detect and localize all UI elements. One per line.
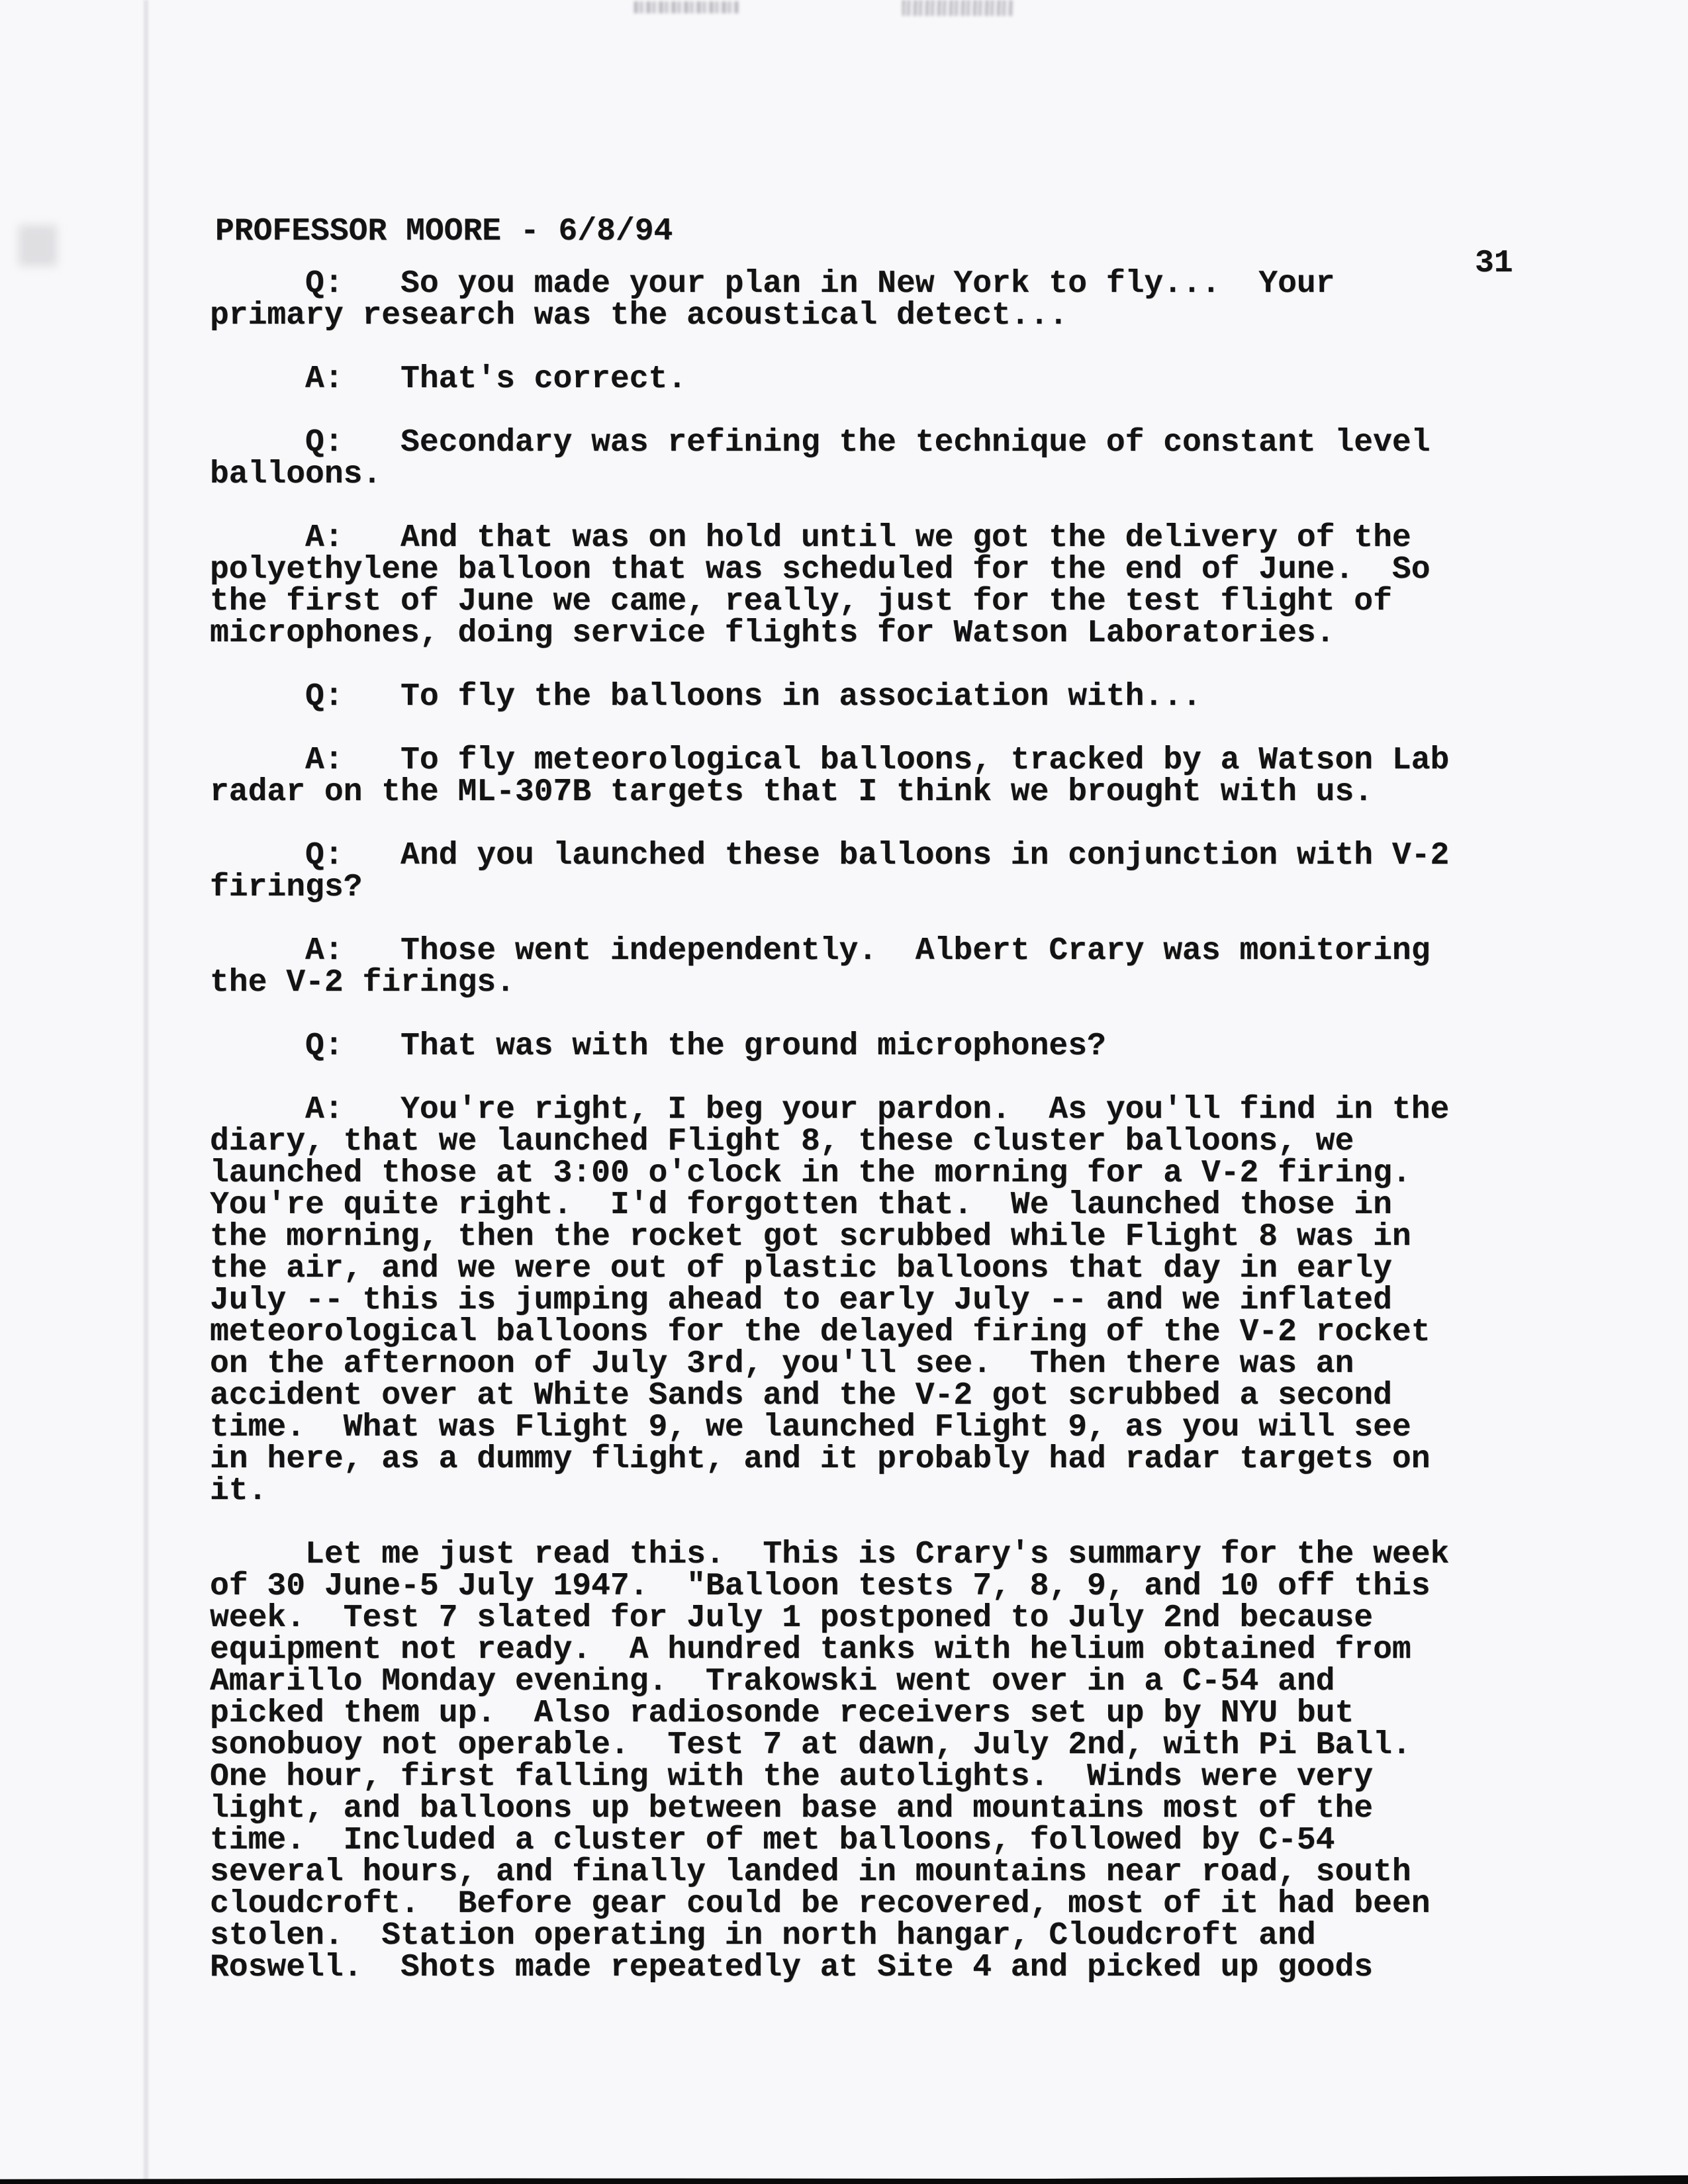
transcript-line: A: Those went independently. Albert Crary was monitoring <box>210 933 1430 969</box>
blank-line <box>210 1062 1449 1094</box>
transcript-line: firings? <box>210 870 363 905</box>
transcript-line: light, and balloons up between base and mountains most of the <box>210 1791 1374 1827</box>
transcript-line: July -- this is jumping ahead to early July -- and we inflated <box>210 1283 1392 1318</box>
transcript-line: primary research was the acoustical detect... <box>210 298 1068 334</box>
transcript-line: Q: To fly the balloons in association with... <box>210 679 1201 715</box>
transcript-line: on the afternoon of July 3rd, you'll see. Then there was an <box>210 1346 1354 1382</box>
blank-line <box>210 395 1449 427</box>
transcript-line: polyethylene balloon that was scheduled for the end of June. So <box>210 552 1430 588</box>
transcript-line: A: To fly meteorological balloons, tracked by a Watson Lab <box>210 743 1450 778</box>
transcript-line: radar on the ML-307B targets that I think we brought with us. <box>210 774 1374 810</box>
transcript-line: accident over at White Sands and the V-2 got scrubbed a second <box>210 1378 1392 1414</box>
blank-line <box>210 1507 1449 1539</box>
blank-line <box>210 999 1449 1030</box>
transcript-line: the air, and we were out of plastic balloons that day in early <box>210 1251 1392 1287</box>
transcript-line: A: And that was on hold until we got the delivery of the <box>210 520 1411 556</box>
transcript-line: time. What was Flight 9, we launched Flight 9, as you will see <box>210 1410 1411 1445</box>
transcript-line: A: That's correct. <box>210 361 687 397</box>
scanner-streak <box>144 0 148 2184</box>
transcript-line: Q: Secondary was refining the technique of constant level <box>210 425 1430 461</box>
header-title: PROFESSOR MOORE - 6/8/94 <box>215 214 673 250</box>
transcript-line: the morning, then the rocket got scrubbed while Flight 8 was in <box>210 1219 1411 1255</box>
scan-smudge-top-left <box>634 1 739 13</box>
blank-line <box>210 649 1449 681</box>
transcript-line: Q: And you launched these balloons in conjunction with V-2 <box>210 838 1450 874</box>
transcript-line: meteorological balloons for the delayed firing of the V-2 rocket <box>210 1314 1430 1350</box>
transcript-line: of 30 June-5 July 1947. "Balloon tests 7, 8, 9, and 10 off this <box>210 1569 1430 1604</box>
transcript-line: week. Test 7 slated for July 1 postponed to July 2nd because <box>210 1600 1374 1636</box>
transcript-line: Q: So you made your plan in New York to fly... Your <box>210 266 1335 302</box>
transcript-body <box>210 268 1449 1983</box>
transcript-line: the V-2 firings. <box>210 965 515 1001</box>
page-header <box>0 184 1688 281</box>
transcript-line: stolen. Station operating in north hangar, Cloudcroft and <box>210 1918 1316 1954</box>
transcript-line: Amarillo Monday evening. Trakowski went over in a C-54 and <box>210 1664 1335 1700</box>
transcript-line: Roswell. Shots made repeatedly at Site 4 and picked up goods <box>210 1950 1374 1985</box>
blank-line <box>210 713 1449 745</box>
transcript-line: equipment not ready. A hundred tanks with helium obtained from <box>210 1632 1411 1668</box>
transcript-line: Let me just read this. This is Crary's summary for the week <box>210 1537 1450 1572</box>
transcript-line: several hours, and finally landed in mountains near road, south <box>210 1854 1411 1890</box>
transcript-line: launched those at 3:00 o'clock in the morning for a V-2 firing. <box>210 1156 1411 1191</box>
blank-line <box>210 903 1449 935</box>
scan-smudge-top-right <box>902 0 1013 16</box>
transcript-line: in here, as a dummy flight, and it probably had radar targets on <box>210 1441 1430 1477</box>
transcript-line: the first of June we came, really, just for the test flight of <box>210 584 1392 619</box>
transcript-line: picked them up. Also radiosonde receivers set up by NYU but <box>210 1696 1354 1731</box>
transcript-line: diary, that we launched Flight 8, these cluster balloons, we <box>210 1124 1354 1160</box>
page-number: 31 <box>1475 246 1513 281</box>
transcript-line: microphones, doing service flights for Watson Laboratories. <box>210 615 1335 651</box>
blank-line <box>210 332 1449 363</box>
transcript-line: Q: That was with the ground microphones? <box>210 1028 1106 1064</box>
transcript-line: A: You're right, I beg your pardon. As you'll find in the <box>210 1092 1450 1128</box>
transcript-line: time. Included a cluster of met balloons, followed by C-54 <box>210 1823 1335 1858</box>
transcript-line: sonobuoy not operable. Test 7 at dawn, July 2nd, with Pi Ball. <box>210 1727 1411 1763</box>
transcript-line: You're quite right. I'd forgotten that. We launched those in <box>210 1187 1392 1223</box>
transcript-line: balloons. <box>210 457 382 492</box>
transcript-line: One hour, first falling with the autolights. Winds were very <box>210 1759 1374 1795</box>
scan-edge-bar <box>0 2173 1688 2184</box>
blank-line <box>210 490 1449 522</box>
transcript-line: it. <box>210 1473 267 1509</box>
blank-line <box>210 808 1449 840</box>
transcript-line: cloudcroft. Before gear could be recovered, most of it had been <box>210 1886 1430 1922</box>
